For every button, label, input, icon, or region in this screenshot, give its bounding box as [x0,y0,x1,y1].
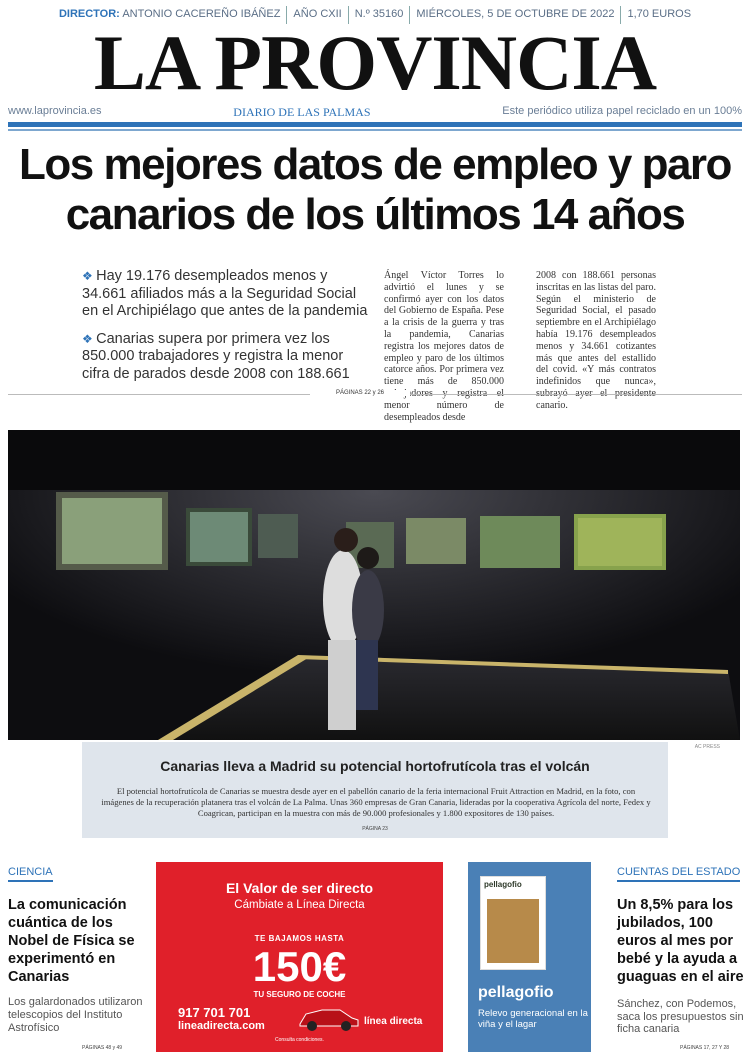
ad-product: TU SEGURO DE COCHE [253,990,346,999]
car-icon [296,1002,362,1032]
date: MIÉRCOLES, 5 DE OCTUBRE DE 2022 [410,6,621,24]
subline [8,105,742,121]
recycled-note: Este periódico utiliza papel reciclado en un 100% [502,105,742,117]
ad-web: lineadirecta.com [178,1020,265,1032]
ciencia-sub: Los galardonados utilizaron telescopios del Instituto Astrofísico [8,996,143,1034]
website[interactable]: www.laprovincia.es [8,105,102,117]
ad-phone: 917 701 701 [178,1005,251,1020]
director: DIRECTOR: ANTONIO CACEREÑO IBÁÑEZ [53,6,287,24]
cuentas-pages: PÁGINAS 17, 27 Y 28 [680,1045,730,1051]
rule-thick [8,122,742,127]
cover-image [487,899,539,963]
lead-column-1: Ángel Víctor Torres lo advirtió el lunes y se confirmó ayer con los datos del Gobierno de España. Pese a la crisis de la guerra y tras la pandemia, Canarias registra los mejores datos de empleo y paro de los últimos catorce años. Por primera vez tiene más de 850.000 menor número de desempleados desde [384,270,504,423]
caption-title[interactable]: Canarias lleva a Madrid su potencial hortofrutícola tras el volcán [160,758,590,774]
exhibition-photo-image [8,430,740,740]
bullet-2: ❖ Canarias supera por primera vez los 850.000 trabajadores y registra la menor cifra de parados desde 2008 con 188.661 [82,330,350,382]
pellagofio-name: pellagofio [478,984,554,1001]
rule-thin [8,129,742,131]
cover-title: pellagofio [484,880,522,889]
year: AÑO CXII [287,6,348,24]
ad-conditions: Consulta condiciones. [275,1037,324,1043]
lead-pages: PÁGINAS 22 y 26 [310,390,410,396]
bullet-1: ❖ Hay 19.176 desempleados menos y 34.661 afiliados más a la Seguridad Social en el Archipiélago que antes de la pandemia [82,268,368,319]
ad-line1: El Valor de ser directo [225,880,374,896]
price: 1,70 EUROS [627,8,692,20]
ad-amount: 150€ [252,943,347,990]
pellagofio-desc: Relevo generacional en la viña y el lagar [478,1008,588,1030]
ciencia-pages: PÁGINAS 48 y 49 [82,1045,123,1051]
exhibition-photo [8,430,740,740]
lead-bullets [82,268,372,393]
photo-credit: AC PRESS [694,744,720,750]
ciencia-headline[interactable]: La comunicación cuántica de los Nobel de Física se experimentó en Canarias [8,897,135,985]
cuentas-sub: Sánchez, con Podemos, saca los presupuestos sin ficha canaria [617,998,744,1035]
caption-pages: PÁGINA 23 [362,826,388,832]
lead-headline[interactable]: Los mejores datos de empleo y paro canarios de los últimos 14 años [19,140,731,239]
ad-promo: TE BAJAMOS HASTA [254,934,345,943]
caption-text: El potencial hortofrutícola de Canarias se muestra desde ayer en el pabellón canario de la feria internacional Fruit Attraction en Madrid, en la foto, con imágenes de la recuperación platanera tras el volcán de La Palma. Unas 360 empresas de Gran Canaria, lideradas por la cooperativa Agrícola del norte, Fedex y Coagrican, participan en la muestra con más de 90.000 profesionales y 1.800 expositores de 130 países. [101,786,651,818]
bullet-icon: ❖ [82,269,97,283]
section-label-cuentas: CUENTAS DEL ESTADO [617,862,740,880]
lead-column-2: 2008 con 188.661 personas inscritas en las listas del paro. Según el ministerio de Seguridad Social, el pasado septiembre en el Archipiélago había 19.176 desempleados menos y 34.661 cotizantes más que antes del estallido del covid. «Y más contratos indefinidos que nunca», canario. [536,270,656,411]
section-label-ciencia: CIENCIA [8,862,53,880]
magazine-cover [480,876,546,970]
advertisement[interactable] [156,862,443,1052]
bullet-icon: ❖ [82,331,97,346]
subtitle: DIARIO DE LAS PALMAS [233,105,371,119]
pellagofio-promo[interactable] [468,862,591,1052]
cuentas-headline[interactable]: Un 8,5% para los jubilados, 100 euros al mes por bebé y la ayuda a guaguas en el aire [617,897,744,985]
ad-brand: línea directa [364,1016,423,1027]
masthead: LA PROVINCIA [93,19,657,106]
ad-line2: Cámbiate a Línea Directa [234,899,365,911]
issue-number: N.º 35160 [349,6,411,24]
